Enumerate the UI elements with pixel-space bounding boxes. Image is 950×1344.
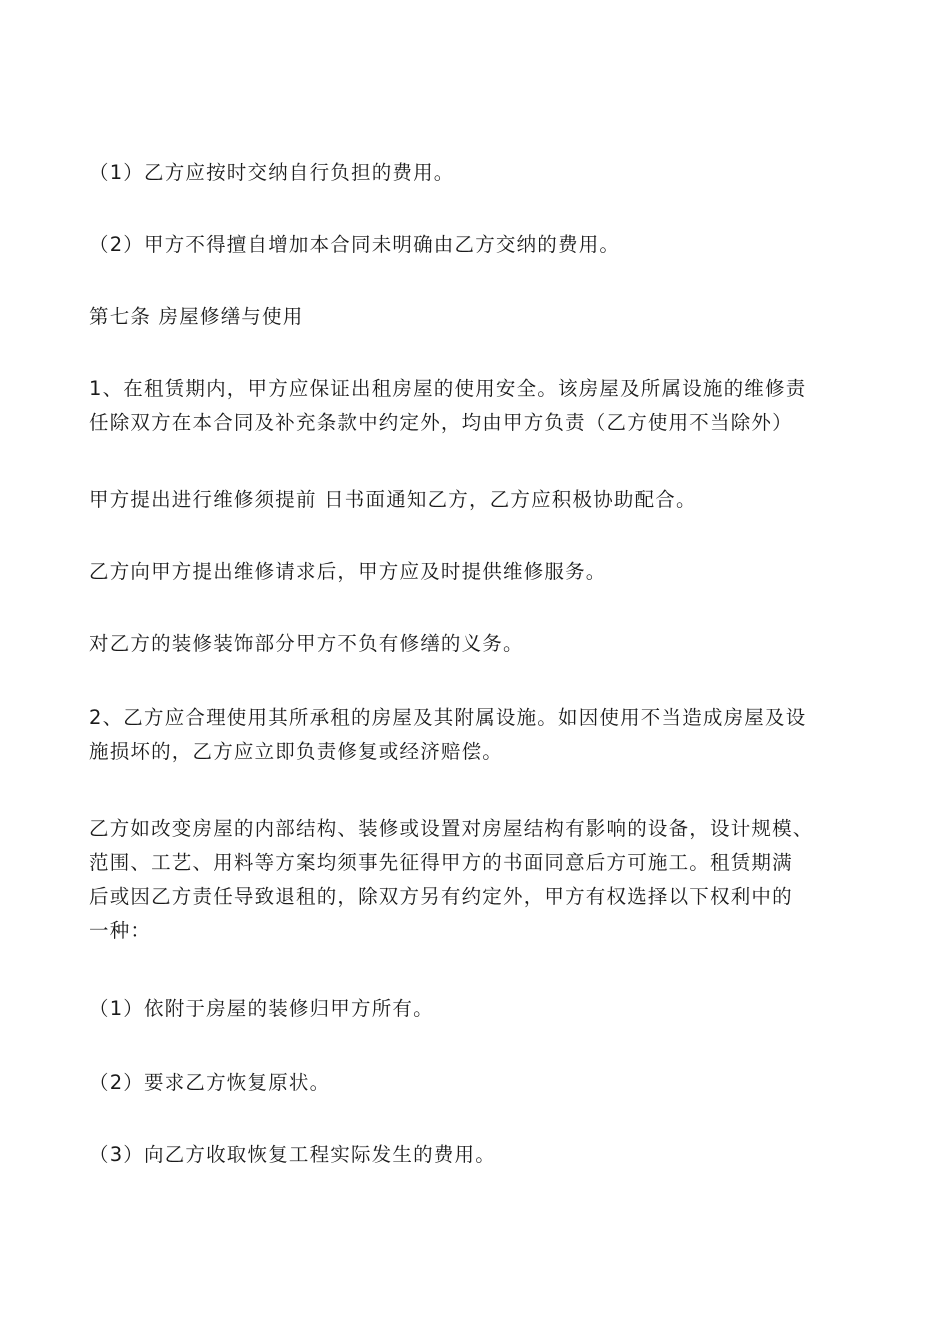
option-item-2: （2）要求乙方恢复原状。 [89,1071,331,1094]
repair-notice-paragraph: 甲方提出进行维修须提前 日书面通知乙方，乙方应积极协助配合。 [89,488,697,511]
proper-use-paragraph: 2、乙方应合理使用其所承租的房屋及其附属设施。如因使用不当造成房屋及设 施损坏的，乙方应立即负责修复或经济赔偿。 [89,706,807,763]
clause-item-2-fees: （2）甲方不得擅自增加本合同未明确由乙方交纳的费用。 [89,233,621,256]
repair-request-paragraph: 乙方向甲方提出维修请求后，甲方应及时提供维修服务。 [89,560,607,583]
repair-responsibility-paragraph: 1、在租赁期内，甲方应保证出租房屋的使用安全。该房屋及所属设施的维修责 任除双方在本合同及补充条款中约定外，均由甲方负责（乙方使用不当除外） [89,377,807,434]
clause-item-1-fees: （1）乙方应按时交纳自行负担的费用。 [89,161,455,184]
structural-change-paragraph: 乙方如改变房屋的内部结构、装修或设置对房屋结构有影响的设备，设计规模、 范围、工艺、用料等方案均须事先征得甲方的书面同意后方可施工。租赁期满 后或因乙方责任导致退租的，除双方另有约定外，甲方有权选择以下权利中的 一种： [89,817,814,942]
option-item-1: （1）依附于房屋的装修归甲方所有。 [89,997,434,1020]
article-seven-heading: 第七条 房屋修缮与使用 [89,305,304,328]
decoration-exemption-paragraph: 对乙方的装修装饰部分甲方不负有修缮的义务。 [89,632,524,655]
option-item-3: （3）向乙方收取恢复工程实际发生的费用。 [89,1143,496,1166]
